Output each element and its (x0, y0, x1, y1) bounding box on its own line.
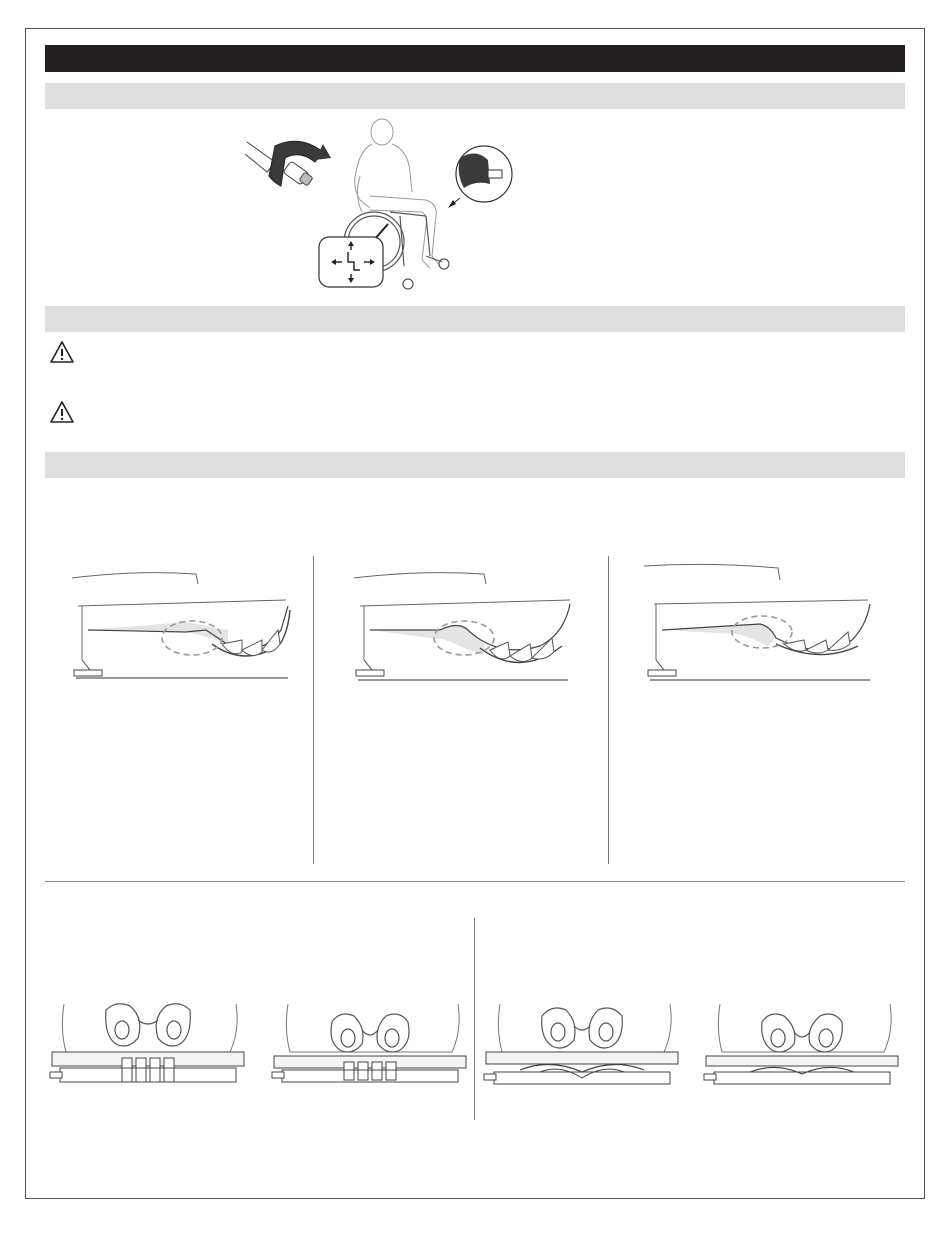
pelvis-cushion-3 (480, 1000, 684, 1090)
cushion-profile-3 (640, 560, 876, 684)
warning-triangle-icon (49, 340, 75, 364)
adjustment-arrows-illustration (318, 236, 384, 288)
cushion-profile-2 (350, 560, 580, 684)
valve-turn-illustration (245, 132, 335, 194)
warning-triangle-icon (49, 400, 75, 424)
section-bar-adjustment (45, 452, 905, 478)
section-divider (45, 881, 905, 882)
pelvis-cushion-4 (700, 1000, 904, 1090)
pelvis-cushion-2 (268, 1000, 472, 1090)
section-bar-setup (45, 83, 905, 109)
panel-divider (313, 556, 314, 864)
cushion-profile-1 (66, 560, 296, 684)
title-bar (45, 45, 905, 72)
panel-divider (474, 918, 475, 1120)
panel-divider (608, 556, 609, 864)
pelvis-cushion-1 (46, 1000, 250, 1090)
valve-closeup-illustration (446, 140, 516, 212)
section-bar-warnings (45, 306, 905, 332)
